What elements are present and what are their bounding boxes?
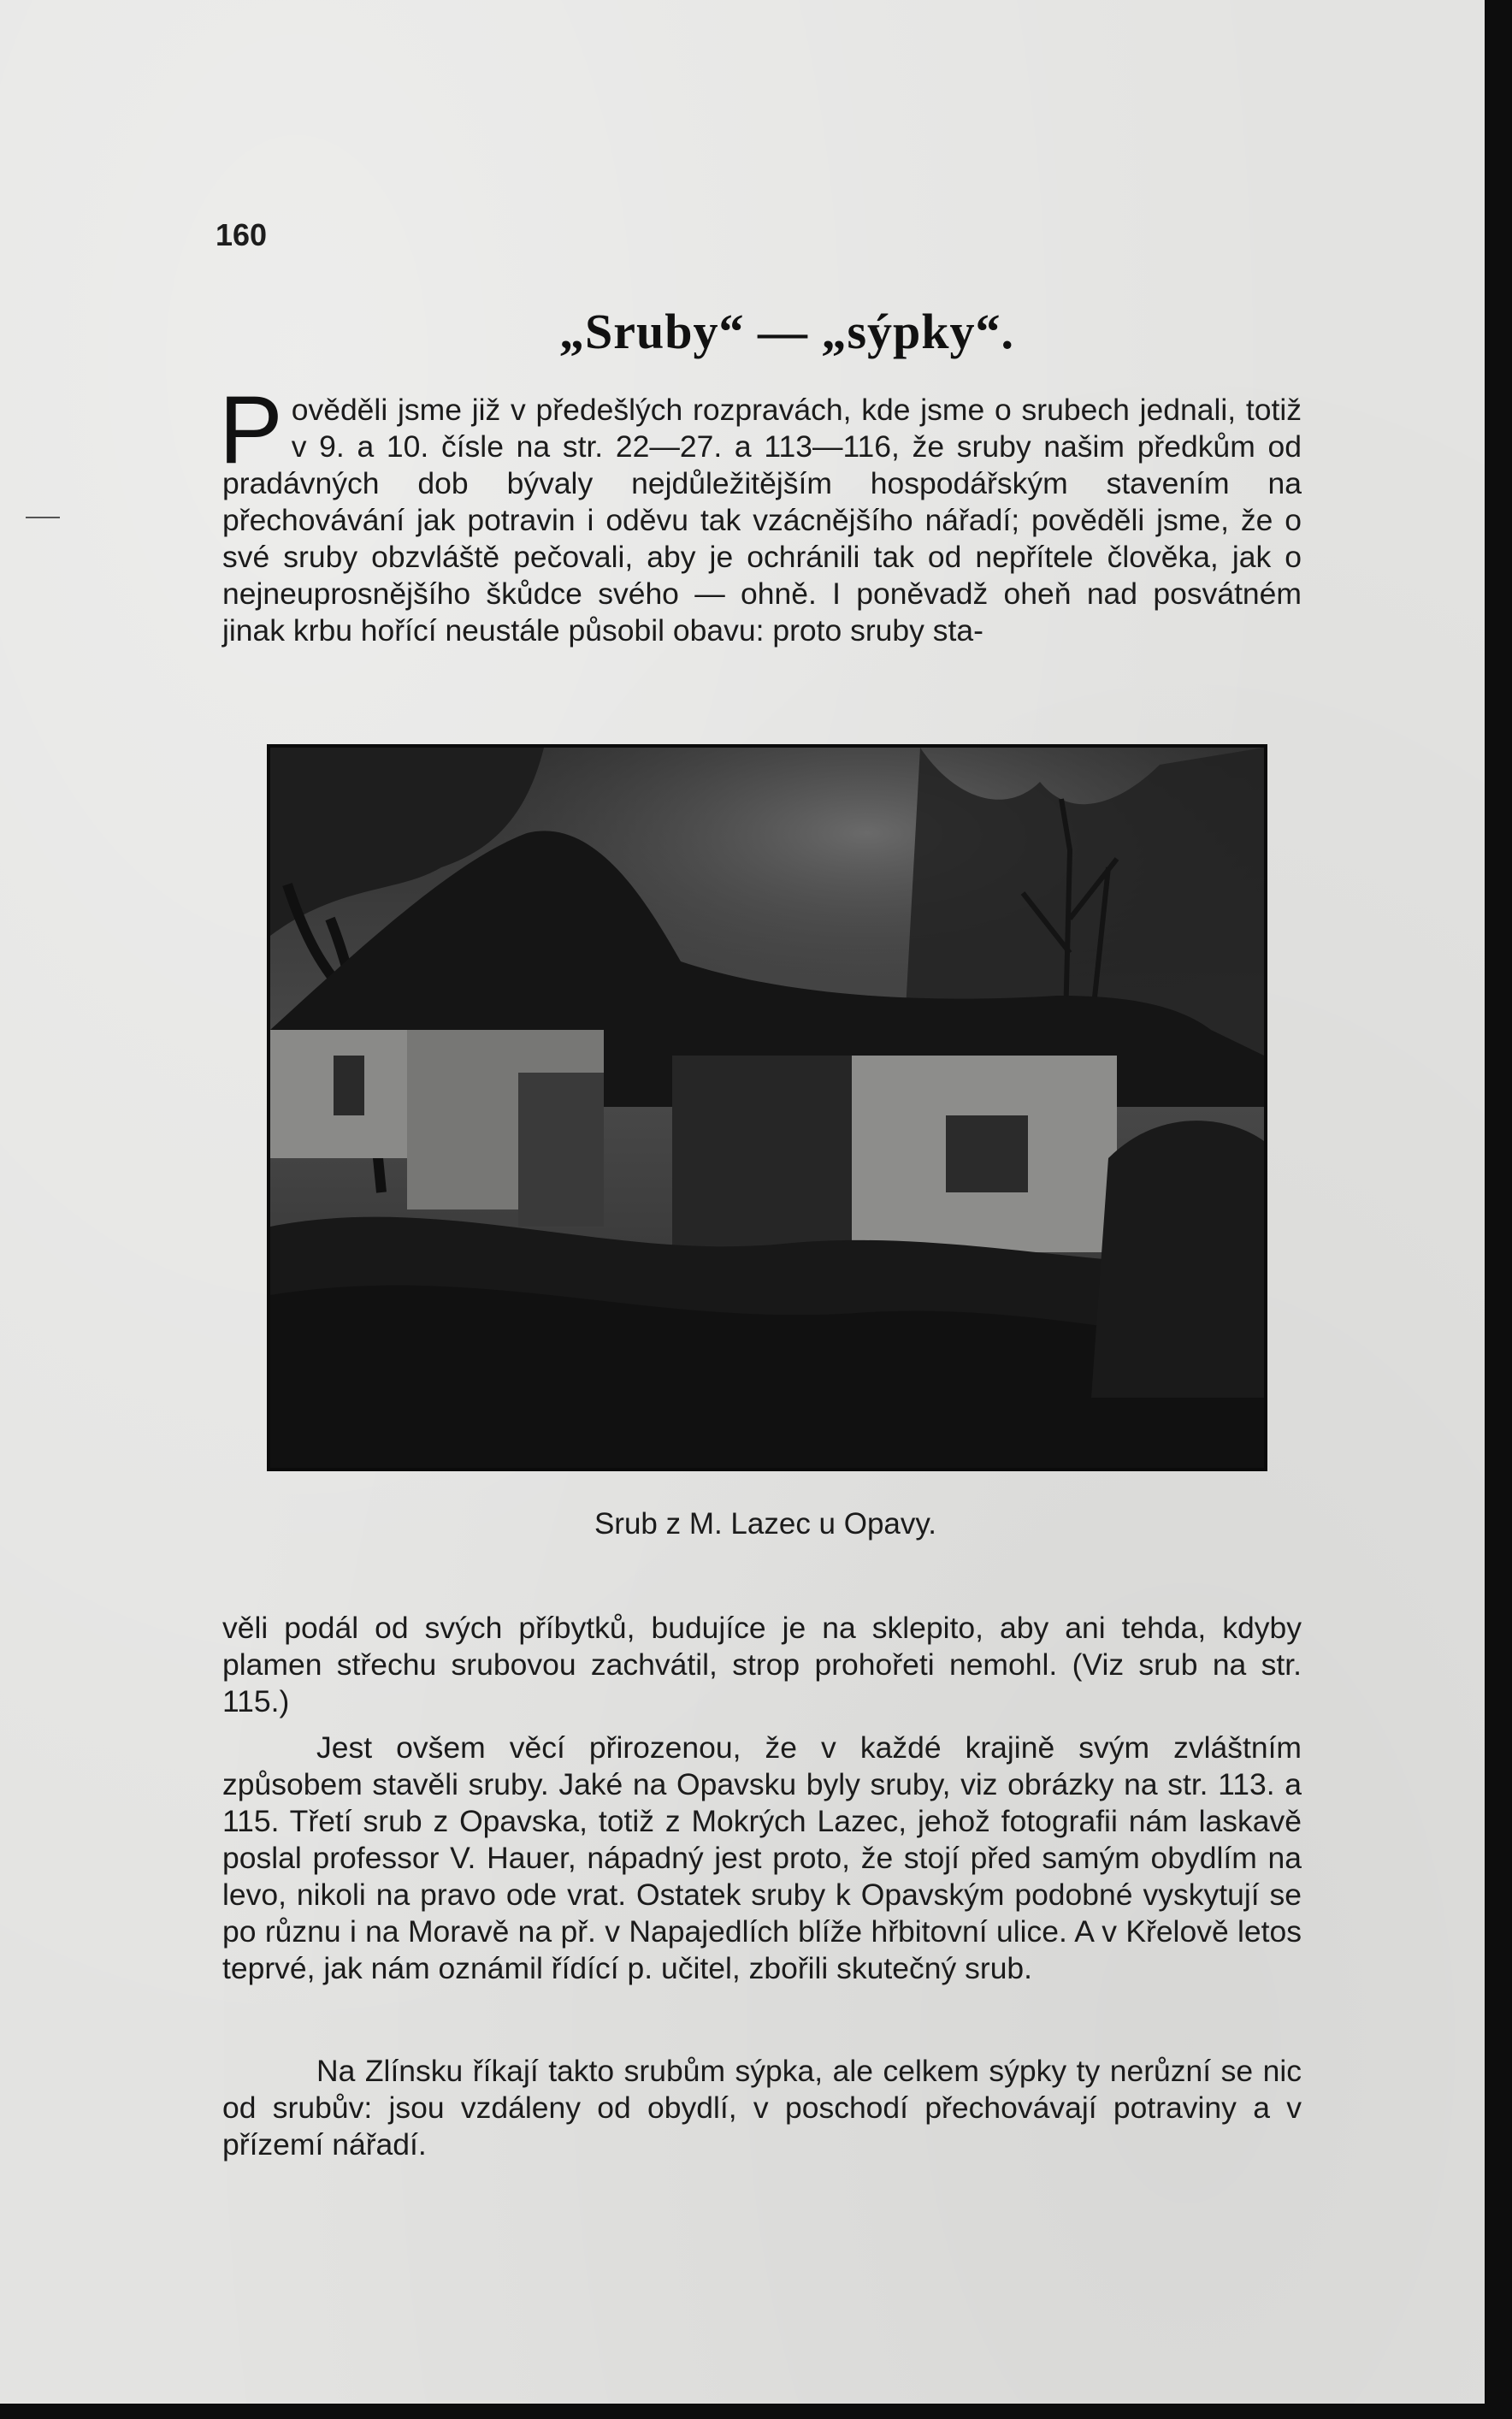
paragraph-intro	[219, 376, 1302, 649]
drop-cap: P	[219, 376, 283, 483]
paragraph-opavsko: Jest ovšem věcí přirozenou, že v každé krajině svým zvláštním způsobem stavěli sruby. Jaké na Opavsku byly sruby, viz obrázky na str. 113. a 115. Třetí srub z Opavska, totiž z Mokrých Lazec, jehož fotografii nám laskavě poslal professor V. Hauer, nápadný jest proto, že stojí před samým obydlím na levo, nikoli na pravo ode vrat. Ostatek sruby k Opavským podobné vyskytují se po různu i na Moravě na př. v Napajedlích blíže hřbitovní ulice. A v Křelově letos teprvé, jak nám oznámil řídící p. učitel, zbořili skutečný srub.	[222, 1730, 1302, 1985]
paragraph-intro-text: ověděli jsme již v předešlých rozpravách, kde jsme o srubech jednali, totiž v 9. a 10. čísle na str. 22—27. a 113—116, že sruby našim předkům od pradávných dob bývaly nejdůležitějším hospodářským stavením na přechovávání jak potravin i oděvu tak vzácnějšího nářadí; pověděli jsme, že o své sruby obzvláště pečovali, aby je ochránili tak od nepřítele člověka, jak o nejneuprosnějšího škůdce svého — ohně. I poněvadž oheň nad posvátném jinak krbu hořící neustále působil obavu: proto sruby sta-	[222, 393, 1302, 648]
photograph-log-granary	[267, 744, 1267, 1471]
page-title: „Sruby“ — „sýpky“.	[558, 304, 1015, 359]
margin-mark	[26, 517, 60, 518]
figure-caption: Srub z M. Lazec u Opavy.	[594, 1507, 937, 1541]
page-number: 160	[216, 217, 268, 252]
scan-border-bottom	[0, 2404, 1512, 2419]
paragraph-zlinsko: Na Zlínsku říkají takto srubům sýpka, ale celkem sýpky ty nerůzní se nic od srubův: jsou vzdáleny od obydlí, v poschodí přechovávají potraviny a v přízemí nářadí.	[222, 2054, 1302, 2162]
paragraph-continuation: věli podál od svých příbytků, budujíce je na sklepito, aby ani tehda, kdyby plamen střechu srubovou zachvátil, strop prohořeti nemohl. (Viz srub na str. 115.)	[222, 1611, 1302, 1718]
scan-border-right	[1485, 0, 1512, 2419]
photograph-image	[270, 748, 1264, 1468]
